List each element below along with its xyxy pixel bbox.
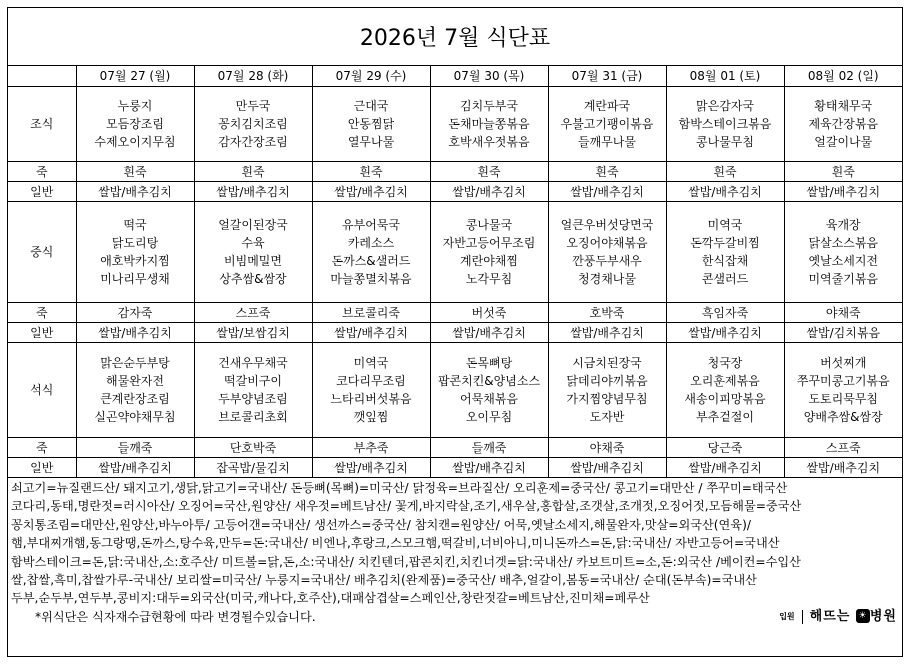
lunch-regular-cell: 쌀밥/배추김치	[312, 323, 430, 343]
menu-item: 맑은감자국	[696, 99, 754, 113]
hospital-logo	[779, 608, 897, 626]
date-header: 07월 30 (목)	[430, 66, 548, 87]
hospital-name-prefix: 해뜨는	[809, 608, 851, 624]
lunch-cell	[76, 202, 194, 303]
menu-item: 청경채나물	[578, 272, 636, 286]
menu-item: 코다리무조림	[336, 374, 406, 388]
menu-item: 애호박카지찜	[100, 254, 170, 268]
sun-icon: ☀	[856, 609, 870, 623]
lunch-porridge-label: 죽	[8, 303, 76, 323]
menu-item: 카레소스	[347, 236, 395, 250]
lunch-porridge-cell: 야채죽	[784, 303, 902, 323]
menu-sheet	[7, 7, 903, 657]
dinner-porridge-cell: 스프죽	[784, 438, 902, 458]
lunch-regular-cell: 쌀밥/배추김치	[76, 323, 194, 343]
menu-item: 시금치된장국	[572, 356, 642, 370]
breakfast-regular-cell: 쌀밥/배추김치	[312, 182, 430, 202]
menu-item: 닭데리야끼볶음	[566, 374, 648, 388]
dinner-porridge-cell: 당근죽	[666, 438, 784, 458]
menu-item: 미역줄기볶음	[808, 272, 879, 286]
breakfast-label: 조식	[8, 87, 76, 162]
menu-item: 상추쌈&쌈장	[219, 272, 287, 286]
menu-item: 청국장	[707, 356, 743, 370]
menu-table	[8, 66, 902, 478]
lunch-label: 중식	[8, 202, 76, 303]
menu-item: 모듬장조림	[106, 117, 164, 131]
menu-item: 가지찜양념무침	[566, 392, 648, 406]
menu-item: 돈깍두갈비찜	[690, 236, 760, 250]
menu-item: 돈목뼈탕	[465, 356, 513, 370]
lunch-cell	[194, 202, 312, 303]
menu-item: 미역국	[353, 356, 389, 370]
breakfast-porridge-cell: 흰죽	[194, 162, 312, 182]
breakfast-regular-cell: 쌀밥/배추김치	[76, 182, 194, 202]
dinner-cell	[76, 343, 194, 438]
breakfast-cell	[548, 87, 666, 162]
menu-item: 열무나물	[347, 135, 395, 149]
hospital-tagline	[779, 613, 794, 621]
menu-item: 오이무침	[465, 410, 513, 424]
breakfast-regular-label: 일반	[8, 182, 76, 202]
menu-item: 맑은순두부탕	[100, 356, 170, 370]
lunch-porridge-cell: 흑임자죽	[666, 303, 784, 323]
menu-item: 건새우무채국	[218, 356, 288, 370]
menu-item: 얼큰우버섯당면국	[560, 218, 654, 232]
lunch-porridge-cell: 감자죽	[76, 303, 194, 323]
menu-item: 김치두부국	[460, 99, 518, 113]
menu-item: 한식잡채	[701, 254, 749, 268]
breakfast-regular-cell: 쌀밥/배추김치	[666, 182, 784, 202]
menu-item: 근대국	[353, 99, 389, 113]
dinner-cell	[784, 343, 902, 438]
menu-item: 깻잎찜	[353, 410, 389, 424]
menu-item: 해물완자전	[106, 374, 164, 388]
menu-item: 브로콜리초회	[218, 410, 288, 424]
menu-item: 옛날소세지전	[808, 254, 879, 268]
date-header: 07월 27 (월)	[76, 66, 194, 87]
origin-note-line: 코다리,동태,명란젓=러시아산/ 오징어=국산,원양산/ 새우젓=베트남산/ 꽃게,바지락살,조기,새우살,홍합살,조갯살,조개젓,오징어젓,모듬해물=중국산	[11, 499, 802, 514]
dinner-cell	[548, 343, 666, 438]
date-header: 08월 02 (일)	[784, 66, 902, 87]
dinner-cell	[312, 343, 430, 438]
menu-item: 얼갈이된장국	[218, 218, 288, 232]
menu-item: 어묵채볶음	[460, 392, 518, 406]
lunch-regular-row	[8, 323, 902, 343]
menu-item: 감자간장조림	[218, 135, 288, 149]
breakfast-cell	[666, 87, 784, 162]
menu-item: 얼갈이나물	[814, 135, 873, 149]
menu-item: 부추겉절이	[696, 410, 754, 424]
menu-item: 양배추쌈&쌈장	[803, 410, 883, 424]
lunch-cell	[312, 202, 430, 303]
menu-item: 팝콘치킨&양념소스	[437, 374, 541, 388]
menu-item: 콩나물무침	[696, 135, 754, 149]
dinner-porridge-cell: 들깨죽	[430, 438, 548, 458]
menu-item: 수육	[241, 236, 265, 250]
date-header: 07월 29 (수)	[312, 66, 430, 87]
origin-notes	[8, 478, 902, 626]
lunch-cell	[548, 202, 666, 303]
menu-item: 떡국	[123, 218, 147, 232]
menu-item: 깐풍두부새우	[572, 254, 642, 268]
menu-item: 도자반	[589, 410, 625, 424]
menu-item: 두부양념조림	[218, 392, 288, 406]
dinner-regular-cell: 잡곡밥/물김치	[194, 458, 312, 478]
menu-item: 호박새우젓볶음	[448, 135, 530, 149]
menu-item: 들깨무나물	[578, 135, 636, 149]
lunch-cell	[666, 202, 784, 303]
breakfast-regular-cell: 쌀밥/배추김치	[194, 182, 312, 202]
lunch-porridge-row	[8, 303, 902, 323]
menu-item: 콘샐러드	[701, 272, 749, 286]
lunch-cell	[430, 202, 548, 303]
menu-item: 꽁치김치조림	[218, 117, 288, 131]
menu-item: 마늘쫑멸치볶음	[330, 272, 412, 286]
date-header: 07월 31 (금)	[548, 66, 666, 87]
breakfast-cell	[430, 87, 548, 162]
breakfast-porridge-cell: 흰죽	[784, 162, 902, 182]
menu-item: 육개장	[825, 218, 861, 232]
dinner-porridge-cell: 들깨죽	[76, 438, 194, 458]
lunch-cell	[784, 202, 902, 303]
menu-item: 만두국	[235, 99, 271, 113]
tagline-top: 입원	[779, 611, 795, 621]
menu-item: 새송이피망볶음	[684, 392, 766, 406]
menu-item: 계란파국	[583, 99, 631, 113]
menu-item: 돈채마늘쫑볶음	[448, 117, 530, 131]
origin-note-line: 꽁치통조림=대만산,원양산,바누아투/ 고등어갠=국내산/ 생선까스=중국산/ 참치캔=원양산/ 어묵,옛날소세지,해물완자,맛살=외국산(연육)/	[11, 517, 751, 532]
logo-divider	[802, 610, 803, 624]
hospital-name	[810, 608, 897, 626]
menu-item: 닭도리탕	[111, 236, 159, 250]
breakfast-porridge-cell: 흰죽	[666, 162, 784, 182]
breakfast-row	[8, 87, 902, 162]
dinner-porridge-cell: 야채죽	[548, 438, 666, 458]
lunch-porridge-cell: 스프죽	[194, 303, 312, 323]
menu-item: 자반고등어무조림	[442, 236, 536, 250]
page-title: 2026년 7월 식단표	[8, 8, 902, 66]
menu-item: 돈까스&샐러드	[331, 254, 411, 268]
lunch-regular-cell: 쌀밥/보쌈김치	[194, 323, 312, 343]
menu-item: 큰계란장조림	[100, 392, 170, 406]
menu-item: 누룽지	[117, 99, 153, 113]
dinner-label: 석식	[8, 343, 76, 438]
menu-item: 미역국	[707, 218, 743, 232]
dinner-regular-cell: 쌀밥/배추김치	[548, 458, 666, 478]
breakfast-porridge-cell: 흰죽	[76, 162, 194, 182]
dinner-regular-row	[8, 458, 902, 478]
menu-item: 오징어야채볶음	[566, 236, 648, 250]
menu-item: 버섯찌개	[820, 356, 867, 370]
breakfast-regular-row	[8, 182, 902, 202]
menu-change-notice: *위식단은 식자재수급현황에 따라 변경될수있습니다.	[35, 609, 316, 624]
menu-item: 수제오이지무침	[94, 135, 176, 149]
breakfast-porridge-cell: 흰죽	[548, 162, 666, 182]
dinner-porridge-cell: 단호박죽	[194, 438, 312, 458]
date-header: 08월 01 (토)	[666, 66, 784, 87]
breakfast-cell	[784, 87, 902, 162]
menu-item: 콩나물국	[465, 218, 513, 232]
lunch-regular-cell: 쌀밥/배추김치	[666, 323, 784, 343]
breakfast-cell	[194, 87, 312, 162]
breakfast-cell	[312, 87, 430, 162]
breakfast-porridge-cell: 흰죽	[430, 162, 548, 182]
menu-item: 오리훈제볶음	[690, 374, 760, 388]
dinner-regular-cell: 쌀밥/배추김치	[430, 458, 548, 478]
dinner-porridge-row	[8, 438, 902, 458]
menu-item: 비빔메밀면	[224, 254, 282, 268]
dinner-cell	[194, 343, 312, 438]
dinner-porridge-label: 죽	[8, 438, 76, 458]
origin-note-line: 쇠고기=뉴질랜드산/ 돼지고기,생닭,닭고기=국내산/ 돈등뼈(목뼈)=미국산/ 닭정육=브라질산/ 오리훈제=중국산/ 콩고기=대만산 / 쭈꾸미=태국산	[11, 481, 788, 495]
breakfast-regular-cell: 쌀밥/배추김치	[548, 182, 666, 202]
menu-item: 노각무침	[465, 272, 513, 286]
dinner-regular-cell: 쌀밥/배추김치	[784, 458, 902, 478]
hospital-name-suffix: 병원	[869, 608, 897, 624]
dinner-regular-cell: 쌀밥/배추김치	[76, 458, 194, 478]
menu-item: 제육간장볶음	[808, 117, 879, 131]
lunch-porridge-cell: 버섯죽	[430, 303, 548, 323]
dinner-row	[8, 343, 902, 438]
menu-item: 닭살소스볶음	[808, 236, 879, 250]
menu-item: 떡갈비구이	[224, 374, 282, 388]
lunch-row	[8, 202, 902, 303]
breakfast-cell	[76, 87, 194, 162]
breakfast-porridge-cell: 흰죽	[312, 162, 430, 182]
lunch-porridge-cell: 브로콜리죽	[312, 303, 430, 323]
menu-item: 쭈꾸미콩고기볶음	[796, 374, 890, 388]
footer-line	[11, 608, 899, 626]
lunch-regular-cell: 쌀밥/배추김치	[548, 323, 666, 343]
lunch-regular-cell: 쌀밥/배추김치	[430, 323, 548, 343]
origin-note-line: 햄,부대찌개햄,동그랑땡,돈까스,탕수육,만두=돈:국내산/ 비엔나,후랑크,스모크햄,떡갈비,너비아니,미니돈까스=돈,닭:국내산/ 자반고등어=국내산	[11, 536, 780, 551]
menu-item: 안동찜닭	[347, 117, 395, 131]
origin-note-line: 두부,순두부,연두부,콩비지:대두=외국산(미국,캐나다,호주산),대패삼겹살=스페인산,창란젓갈=베트남산,진미채=페루산	[11, 591, 650, 606]
breakfast-porridge-label: 죽	[8, 162, 76, 182]
lunch-regular-label: 일반	[8, 323, 76, 343]
menu-item: 느타리버섯볶음	[330, 392, 412, 406]
menu-item: 황태채무국	[814, 99, 873, 113]
menu-item: 도토리묵무침	[808, 392, 879, 406]
lunch-regular-cell: 쌀밥/김치볶음	[784, 323, 902, 343]
breakfast-porridge-row	[8, 162, 902, 182]
dinner-porridge-cell: 부추죽	[312, 438, 430, 458]
menu-item: 함박스테이크볶음	[678, 117, 772, 131]
corner-cell	[8, 66, 76, 87]
dinner-regular-label: 일반	[8, 458, 76, 478]
lunch-porridge-cell: 호박죽	[548, 303, 666, 323]
menu-item: 우불고기팽이볶음	[560, 117, 654, 131]
dinner-cell	[666, 343, 784, 438]
dinner-cell	[430, 343, 548, 438]
breakfast-regular-cell: 쌀밥/배추김치	[784, 182, 902, 202]
origin-note-line: 함박스테이크=돈,닭:국내산,소:호주산/ 미트볼=닭,돈,소:국내산/ 치킨텐더,팝콘치킨,치킨너겟=닭:국내산/ 카보트미트=소,돈:외국산 /베이컨=수입산	[11, 554, 801, 569]
menu-item: 미나리무생채	[100, 272, 170, 286]
origin-note-line: 쌀,찹쌀,흑미,찹쌀가루-국내산/ 보리쌀=미국산/ 누룽지=국내산/ 배추김치(완제품)=중국산/ 배추,얼갈이,봄동=국내산/ 순대(돈부속)=국내산	[11, 572, 757, 587]
date-header-row	[8, 66, 902, 87]
dinner-regular-cell: 쌀밥/배추김치	[666, 458, 784, 478]
menu-item: 실곤약야채무침	[94, 410, 176, 424]
date-header: 07월 28 (화)	[194, 66, 312, 87]
dinner-regular-cell: 쌀밥/배추김치	[312, 458, 430, 478]
menu-item: 계란야채찜	[460, 254, 518, 268]
breakfast-regular-cell: 쌀밥/배추김치	[430, 182, 548, 202]
menu-item: 유부어묵국	[342, 218, 400, 232]
